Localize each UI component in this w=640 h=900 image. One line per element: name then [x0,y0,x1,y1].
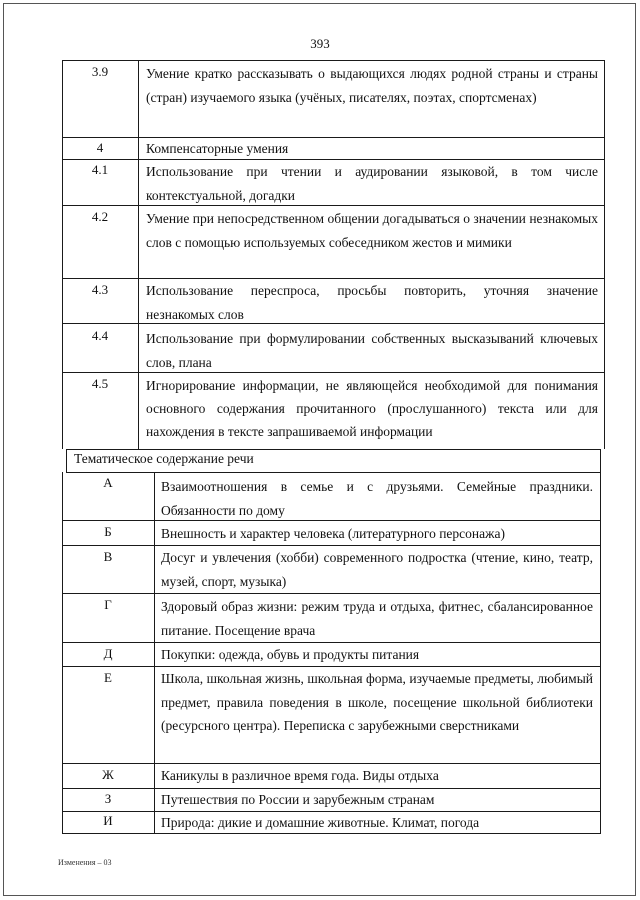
row-code: 4.2 [91,209,109,224]
heading-left-border [66,449,67,473]
row-text: Здоровый образ жизни: режим труда и отдыха, фитнес, сбалансированное питание. Посещение врача [161,599,593,638]
row-code: Ж [102,767,114,782]
row-text: Взаимоотношения в семье и с друзьями. Семейные праздники. Обязанности по дому [161,479,593,518]
row-text: Использование при формулировании собственных высказываний ключевых слов, плана [146,331,598,370]
row-text: Игнорирование информации, не являющейся необходимой для понимания основного содержания прочитанного (прослушанного) текста или для нахождения в тексте запрашиваемой информации [146,378,598,439]
row-text: Использование переспроса, просьбы повторить, уточняя значение незнакомых слов [146,283,598,322]
row-text: Досуг и увлечения (хобби) современного подростка (чтение, кино, театр, музей, спорт, музыка) [161,550,593,589]
row-code: З [104,791,112,806]
heading-right-border [600,449,601,473]
column-divider [154,472,155,834]
revision-footer: Изменения – 03 [58,858,112,867]
row-border [66,472,601,473]
column-divider [138,60,139,449]
row-code: А [103,475,113,490]
row-code: 4.1 [91,162,109,177]
row-text: Компенсаторные умения [146,141,289,156]
row-code: Г [104,597,112,612]
row-text: Умение при непосредственном общении догадываться о значении незнакомых слов с помощью используемых собеседником жестов и мимики [146,211,598,250]
row-code: И [103,813,113,828]
section-heading: Тематическое содержание речи [74,451,254,466]
row-text: Каникулы в различное время года. Виды отдыха [161,768,439,783]
table-right-border [600,472,601,834]
row-text: Путешествия по России и зарубежным странам [161,792,435,807]
row-code: 4.4 [91,328,109,343]
row-code: Е [104,670,112,685]
page-number: 393 [310,36,330,51]
row-code: Б [104,524,112,539]
row-text: Природа: дикие и домашние животные. Климат, погода [161,815,480,830]
row-code: В [103,549,113,564]
row-code: Д [103,646,113,661]
row-code: 4 [96,140,104,155]
table-right-border [604,60,605,449]
row-code: 4.5 [91,376,109,391]
row-text: Внешность и характер человека (литературного персонажа) [161,526,505,541]
row-text: Умение кратко рассказывать о выдающихся людях родной страны и страны (стран) изучаемого языка (учёных, писателях, поэтах, спортсменах) [146,66,598,105]
row-code: 3.9 [91,64,109,79]
row-text: Использование при чтении и аудировании языковой, в том числе контекстуальной, догадки [146,164,598,203]
row-text: Школа, школьная жизнь, школьная форма, изучаемые предметы, любимый предмет, правила поведения в школе, посещение школьной библиотеки (ресурсного центра). Переписка с зарубежными сверстниками [161,671,593,734]
row-code: 4.3 [91,282,109,297]
row-text: Покупки: одежда, обувь и продукты питания [161,647,420,662]
